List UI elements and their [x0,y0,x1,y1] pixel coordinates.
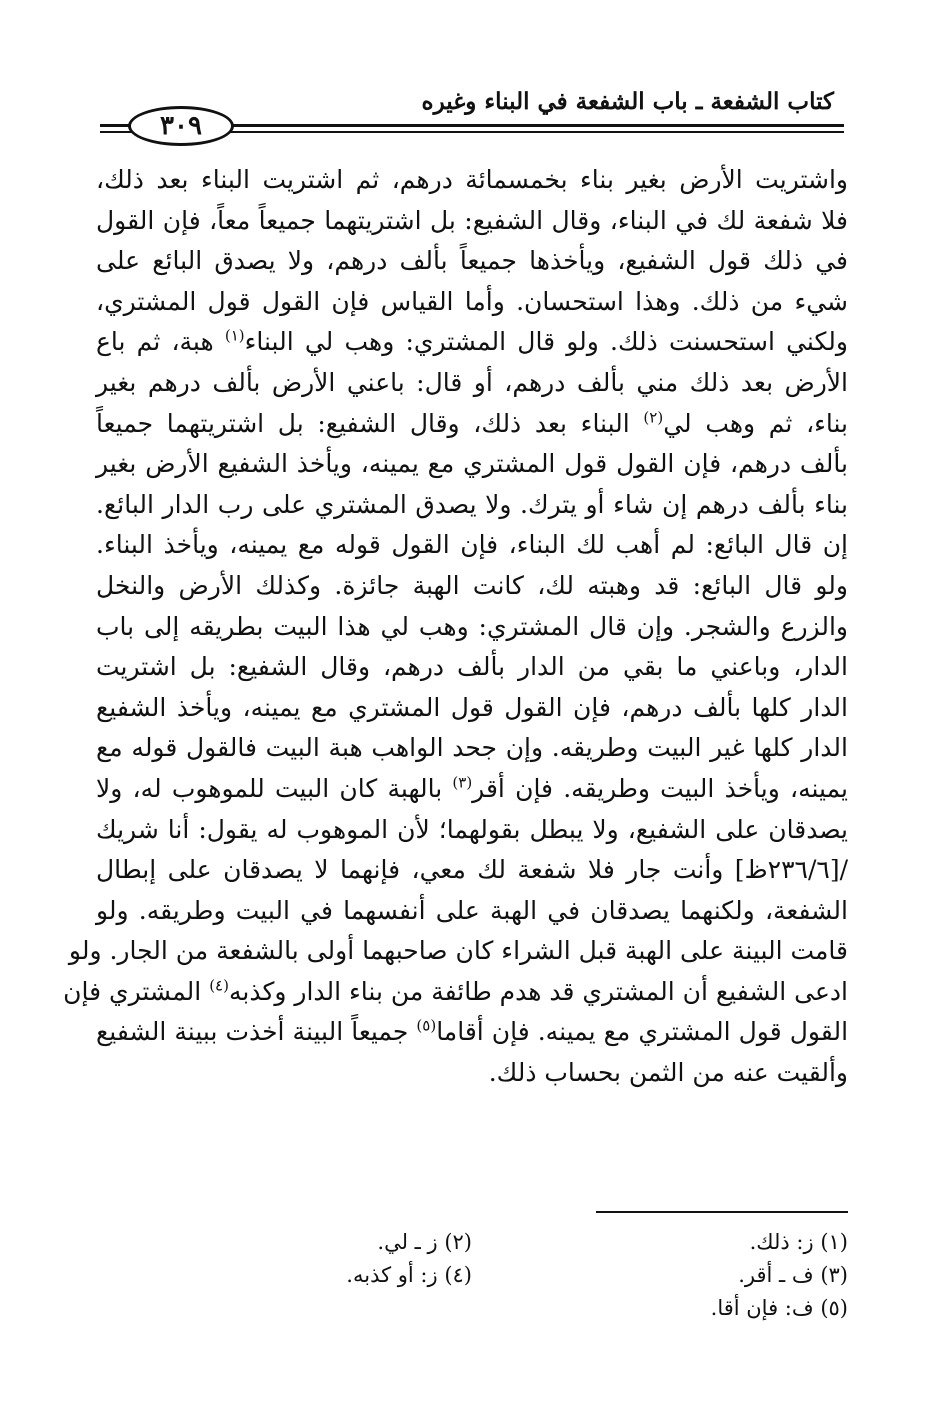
text-segment: جميعاً البينة أخذت ببينة الشفيع [96,1017,409,1047]
text-line: فلا شفعة لك في البناء، وقال الشفيع: بل اشتريتهما جميعاً معاً، فإن القول [96,205,848,235]
main-text [63,160,849,1094]
text-line: الدار، وباعني ما بقي من الدار بألف درهم، وقال الشفيع: بل اشتريت [96,652,848,682]
text-line [96,769,848,810]
text-line: شيء من ذلك. وهذا استحسان. وأما القياس فإن القول قول المشتري، [96,286,848,316]
footnote-5: (٥) ف: فإن أقا. [710,1296,848,1320]
text-line: الدار كلها بألف درهم، فإن القول قول المشتري مع يمينه، ويأخذ الشفيع [96,692,848,722]
text-line: الشفعة، ولكنهما يصدقان في الهبة على أنفسهما في البيت وطريقه. ولو [96,895,848,925]
page-number: ٣٠٩ [160,111,202,141]
footnote-4: (٤) ز: أو كذبه. [346,1263,472,1287]
text-line: بألف درهم، فإن القول قول المشتري مع يمينه، ويأخذ الشفيع الأرض بغير [96,449,848,479]
text-line [96,322,848,363]
page-number-ornament [128,106,234,146]
footnote-3: (٣) ف ـ أقر. [738,1263,848,1287]
footnote-marker: (٥) [416,1017,437,1036]
text-segment: يمينه، ويأخذ البيت وطريقه. فإن أقر [472,773,849,803]
footnote-marker: (٤) [209,976,229,995]
footnote-1: (١) ز: ذلك. [749,1230,848,1254]
text-line: الأرض بعد ذلك مني بألف درهم، أو قال: باعني الأرض بألف درهم بغير [96,367,848,397]
text-line [96,1012,848,1053]
text-line: يصدقان على الشفيع، ولا يبطل بقولهما؛ لأن الموهوب له يقول: أنا شريك [96,814,848,844]
footnote-2: (٢) ز ـ لي. [377,1230,472,1254]
text-line [63,972,848,1013]
text-line: والزرع والشجر. وإن قال المشتري: وهب لي هذا البيت بطريقه إلى باب [96,611,848,641]
text-line: ولو قال البائع: قد وهبته لك، كانت الهبة جائزة. وكذلك الأرض والنخل [96,570,848,600]
text-line: في ذلك قول الشفيع، ويأخذها جميعاً بألف درهم، ولا يصدق البائع على [96,246,848,276]
text-line [96,404,848,445]
text-line: وألقيت عنه من الثمن بحساب ذلك. [488,1058,848,1088]
footnote-marker: (١) [224,327,245,346]
text-segment: القول قول المشتري مع يمينه. فإن أقاما [436,1017,849,1047]
text-segment: بالهبة كان البيت للموهوب له، ولا [96,773,443,803]
text-segment: هبة، ثم باع [96,327,214,357]
text-line: واشتريت الأرض بغير بناء بخمسمائة درهم، ثم اشتريت البناء بعد ذلك، [96,165,848,194]
text-line: قامت البينة على الهبة قبل الشراء كان صاحبهما أولى بالشفعة من الجار. ولو [68,936,848,966]
text-segment: المشتري فإن [63,976,202,1006]
footnote-marker: (٣) [452,773,473,792]
text-segment: ولكني استحسنت ذلك. ولو قال المشتري: وهب لي البناء [244,327,848,357]
footnote-row [96,1226,848,1259]
text-line: /[٢٣٦/٦ظ] وأنت جار فلا شفعة لك معي، فإنهما لا يصدقان على إبطال [96,855,848,885]
footnote-marker: (٢) [643,408,664,427]
text-segment: البناء بعد ذلك، وقال الشفيع: بل اشتريتهما جميعاً [96,408,630,438]
text-segment: بناء، ثم وهب لي [663,408,849,438]
text-line: إن قال البائع: لم أهب لك البناء، فإن القول قوله مع يمينه، ويأخذ البناء. [96,530,848,560]
text-segment: ادعى الشفيع أن المشتري قد هدم طائفة من بناء الدار وكذبه [228,976,848,1006]
text-line: بناء بألف درهم إن شاء أو يترك. ولا يصدق المشتري على رب الدار البائع. [96,489,848,519]
footnote-row [96,1292,848,1325]
text-line: الدار كلها غير البيت وطريقه. وإن جحد الواهب هبة البيت فالقول قوله مع [96,733,848,763]
footnote-row [96,1259,848,1292]
footnote-separator [596,1211,848,1213]
running-title: كتاب الشفعة ـ باب الشفعة في البناء وغيره [421,88,834,115]
footnotes [96,1226,848,1325]
